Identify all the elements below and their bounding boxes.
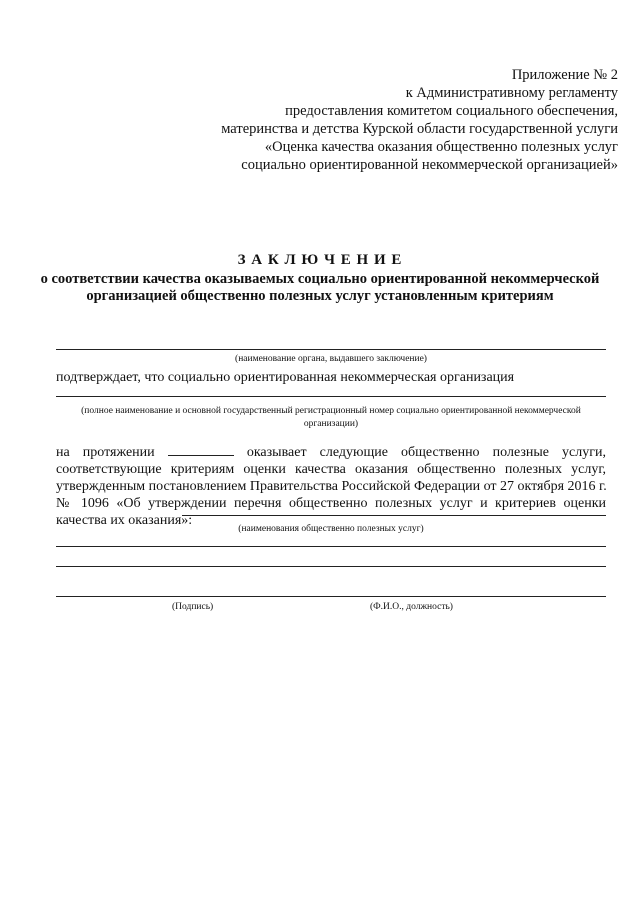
services-line-2[interactable] (56, 546, 606, 547)
paragraph-line3: утвержденным постановлением Правительства Российской Федерации от 27 октября 2016 г. (56, 479, 607, 494)
paragraph-line4: № 1096 «Об утверждении перечня общественно полезных услуг и критериев оценки (56, 496, 606, 511)
appendix-number: Приложение № 2 (511, 67, 618, 83)
document-subtitle-line1: о соответствии качества оказываемых социально ориентированной некоммерческой (40, 271, 600, 287)
organization-caption-line2: организации) (303, 419, 359, 429)
header-line-region: материнства и детства Курской области государственной услуги (221, 121, 618, 137)
services-caption: (наименования общественно полезных услуг) (238, 524, 424, 534)
services-line-1[interactable] (182, 515, 606, 516)
paragraph-line2: соответствующие критериям оценки качества оказания общественно полезных услуг, (56, 462, 606, 477)
services-line-3[interactable] (56, 566, 606, 567)
header-line-regulation: к Административному регламенту (405, 85, 618, 101)
issuing-organ-caption: (наименование органа, выдавшего заключение) (235, 354, 427, 364)
header-line-organization: социально ориентированной некоммерческой организацией» (241, 157, 618, 173)
duration-blank-field[interactable] (168, 454, 234, 456)
paragraph-line1-rest: оказывает следующие общественно полезные услуги, (246, 445, 606, 460)
services-line-4[interactable] (56, 596, 606, 597)
paragraph-line1 (56, 444, 606, 461)
confirms-text: подтверждает, что социально ориентированная некоммерческая организация (56, 370, 515, 385)
header-line-service: «Оценка качества оказания общественно полезных услуг (264, 139, 618, 155)
issuing-organ-line[interactable] (56, 349, 606, 350)
header-line-committee: предоставления комитетом социального обеспечения, (285, 103, 618, 119)
organization-name-line[interactable] (56, 396, 606, 397)
paragraph-line5: качества их оказания»: (56, 513, 193, 528)
name-position-caption: (Ф.И.О., должность) (370, 602, 453, 612)
document-title: З А К Л Ю Ч Е Н И Е (237, 252, 403, 268)
document-subtitle-line2: организацией общественно полезных услуг установленным критериям (86, 288, 554, 304)
signature-caption: (Подпись) (172, 602, 214, 612)
organization-caption-line1: (полное наименование и основной государственный регистрационный номер социально ориентированной некоммерческой (81, 406, 581, 416)
duration-prefix: на протяжении (56, 445, 155, 460)
